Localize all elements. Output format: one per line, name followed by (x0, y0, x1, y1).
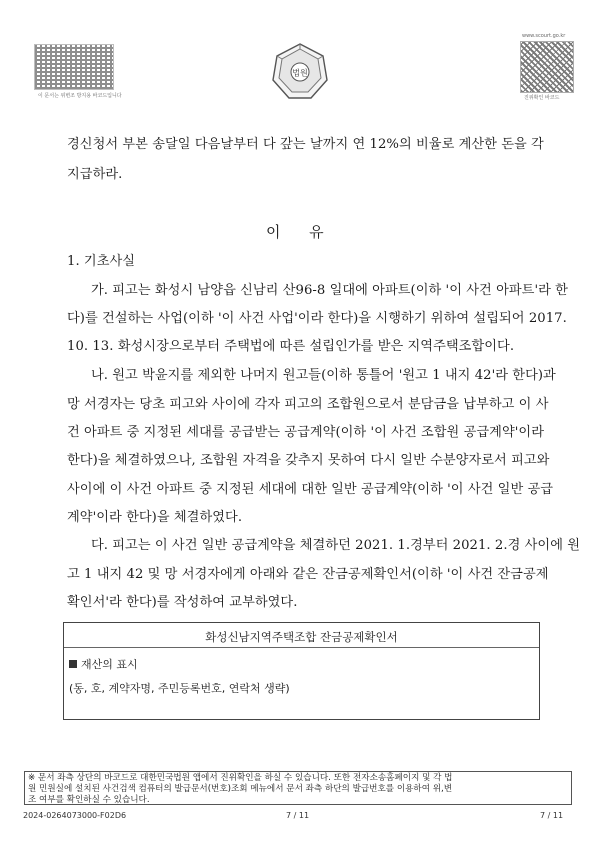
para-da-line-3: 확인서'라 한다)를 작성하여 교부하였다. (67, 595, 298, 610)
para-na-line-6: 계약'이라 한다)을 체결하였다. (67, 510, 243, 525)
notice-line-2: 원 민원실에 설치된 사건검색 컴퓨터의 발급문서(번호)조회 메뉴에서 문서 좌측 하단의 발급번호를 이용하여 위,변 (28, 784, 453, 794)
continuation-line-1: 경신청서 부본 송달일 다음날부터 다 갚는 날까지 연 12%의 비율로 계산한 돈을 각 (67, 137, 544, 152)
qr-caption: 진위확인 바코드 (524, 95, 560, 101)
verification-notice (24, 771, 572, 805)
para-na-line-5: 사이에 이 사건 아파트 중 지정된 세대에 대한 일반 공급계약(이하 '이 사건 일반 공급 (67, 482, 554, 497)
para-ga-line-1: 가. 피고는 화성시 남양읍 신남리 산96-8 일대에 아파트(이하 '이 사건 아파트'라 한 (91, 283, 568, 298)
court-url: www.scourt.go.kr (522, 33, 566, 39)
barcode-caption: 이 문서는 위변조 방지용 바코드입니다 (38, 93, 122, 99)
certificate-title: 화성신남지역주택조합 잔금공제확인서 (205, 630, 398, 644)
certificate-divider (64, 647, 539, 648)
emblem-text: 법원 (292, 68, 308, 78)
court-emblem-icon (267, 38, 333, 104)
authenticity-barcode[interactable] (34, 44, 114, 90)
section-title: 1. 기초사실 (67, 254, 136, 269)
notice-line-1: ※ 문서 좌측 상단의 바코드로 대한민국법원 앱에서 진위확인을 하실 수 있습니다. 또한 전자소송홈페이지 및 각 법 (28, 773, 453, 783)
property-label: 재산의 표시 (81, 658, 138, 671)
para-ga-line-2: 다)를 건설하는 사업(이하 '이 사건 사업'이라 한다)을 시행하기 위하여 설립되어 2017. (67, 311, 567, 326)
para-na-line-4: 한다)을 체결하였으나, 조합원 자격을 갖추지 못하여 다시 일반 수분양자로서 피고와 (67, 453, 550, 468)
certificate-box (63, 622, 540, 720)
property-detail: (동, 호, 계약자명, 주민등록번호, 연락처 생략) (69, 682, 290, 695)
para-ga-line-3: 10. 13. 화성시장으로부터 주택법에 따른 설립인가를 받은 지역주택조합이다. (67, 339, 515, 354)
verification-qr-code[interactable] (520, 41, 574, 93)
notice-line-3: 조 여부를 확인하실 수 있습니다. (28, 795, 150, 805)
page-number-right: 7 / 11 (540, 811, 564, 820)
issue-number: 2024-0264073000-F02D6 (23, 811, 127, 820)
para-da-line-2: 고 1 내지 42 및 망 서경자에게 아래와 같은 잔금공제확인서(이하 '이 사건 잔금공제 (67, 567, 549, 582)
property-item (69, 656, 138, 672)
para-da-line-1: 다. 피고는 이 사건 일반 공급계약을 체결하던 2021. 1.경부터 2021. 2.경 사이에 원 (91, 538, 581, 553)
page-number-center: 7 / 11 (286, 811, 310, 820)
para-na-line-3: 건 아파트 중 지정된 세대를 공급받는 공급계약(이하 '이 사건 조합원 공급계약'이라 (67, 425, 545, 440)
continuation-line-2: 지급하라. (67, 167, 123, 182)
square-bullet-icon (69, 660, 77, 668)
para-na-line-2: 망 서경자는 당초 피고와 사이에 각자 피고의 조합원으로서 분담금을 납부하고 이 사 (67, 397, 549, 412)
para-na-line-1: 나. 원고 박윤지를 제외한 나머지 원고들(이하 통틀어 '원고 1 내지 42'라 한다)과 (91, 368, 556, 383)
section-heading: 이 유 (266, 223, 324, 241)
